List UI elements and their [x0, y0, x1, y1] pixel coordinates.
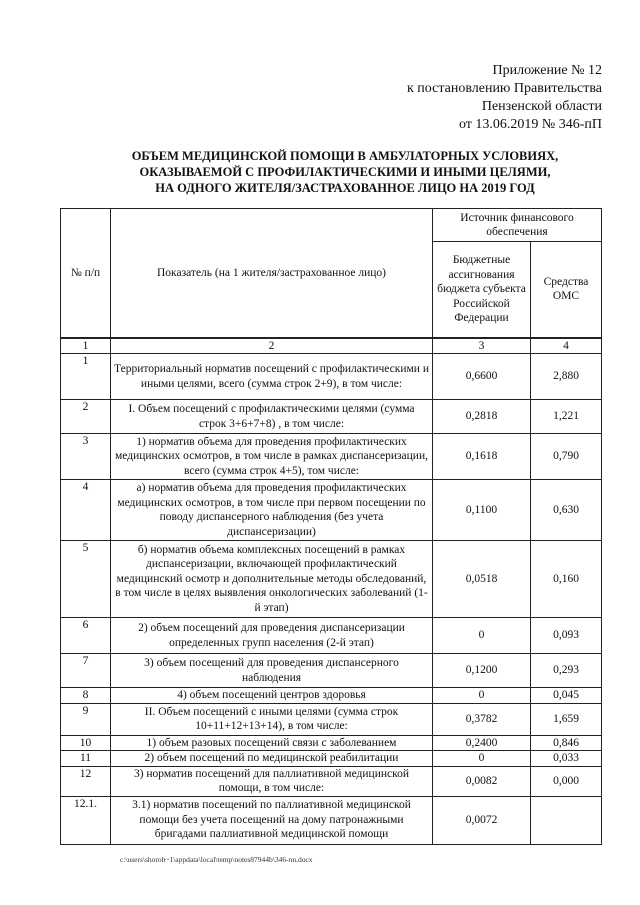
- table-row: [61, 434, 602, 480]
- row-oms-value: 0,033: [531, 751, 602, 767]
- row-oms-value: 0,630: [531, 480, 602, 541]
- row-oms-value: 0,293: [531, 654, 602, 688]
- col-number: 2: [111, 338, 433, 354]
- file-path-footer: c:\users\shoroh~1\appdata\local\temp\notes87944b\346-nn.docx: [120, 855, 313, 864]
- appendix-line: Пензенской области: [481, 99, 602, 114]
- row-indicator: 3.1) норматив посещений по паллиативной медицинской помощи без учета посещений на дому патронажными бригадами паллиативной медицинской помощи: [111, 796, 433, 844]
- header-indicator: Показатель (на 1 жителя/застрахованное лицо): [111, 209, 433, 338]
- row-oms-value: [531, 796, 602, 844]
- row-number: 7: [61, 654, 111, 688]
- appendix-line: от 13.06.2019 № 346-пП: [458, 117, 602, 132]
- row-number: 4: [61, 480, 111, 541]
- row-indicator: б) норматив объема комплексных посещений в рамках диспансеризации, включающей профилактический медицинский осмотр и дополнительные методы обследований, в том числе в целях выявления онкологических заболеваний (1-й этап): [111, 541, 433, 618]
- table-row: [61, 796, 602, 844]
- table-row: [61, 766, 602, 796]
- row-indicator: Территориальный норматив посещений с профилактическими и иными целями, всего (сумма строк 2+9), в том числе:: [111, 354, 433, 400]
- document-title: [90, 148, 600, 196]
- row-indicator: I. Объем посещений с профилактическими целями (сумма строк 3+6+7+8) , в том числе:: [111, 400, 433, 434]
- header-source: Источник финансового обеспечения: [433, 209, 602, 242]
- row-number: 8: [61, 688, 111, 704]
- row-number: 5: [61, 541, 111, 618]
- table-row: [61, 541, 602, 618]
- header-budget: Бюджетные ассигнования бюджета субъекта Российской Федерации: [433, 242, 531, 338]
- row-oms-value: 0,000: [531, 766, 602, 796]
- header-oms: Средства ОМС: [531, 242, 602, 338]
- row-budget-value: 0,6600: [433, 354, 531, 400]
- appendix-line: к постановлению Правительства: [406, 81, 602, 96]
- col-number: 3: [433, 338, 531, 354]
- row-budget-value: 0,0082: [433, 766, 531, 796]
- row-budget-value: 0,3782: [433, 703, 531, 735]
- table-row: [61, 688, 602, 704]
- row-number: 1: [61, 354, 111, 400]
- table-row: [61, 654, 602, 688]
- row-budget-value: 0,1618: [433, 434, 531, 480]
- row-number: 11: [61, 751, 111, 767]
- row-indicator: а) норматив объема для проведения профилактических медицинских осмотров, в том числе при первом посещении по поводу диспансерного наблюдения (без учета диспансеризации): [111, 480, 433, 541]
- row-indicator: 3) норматив посещений для паллиативной медицинской помощи, в том числе:: [111, 766, 433, 796]
- row-number: 6: [61, 618, 111, 654]
- row-indicator: 2) объем посещений по медицинской реабилитации: [111, 751, 433, 767]
- row-oms-value: 0,846: [531, 735, 602, 751]
- table-row: [61, 735, 602, 751]
- row-budget-value: 0,1200: [433, 654, 531, 688]
- row-budget-value: 0,0072: [433, 796, 531, 844]
- col-number: 4: [531, 338, 602, 354]
- row-oms-value: 0,160: [531, 541, 602, 618]
- table-row: [61, 618, 602, 654]
- row-oms-value: 2,880: [531, 354, 602, 400]
- row-budget-value: 0: [433, 688, 531, 704]
- row-indicator: 2) объем посещений для проведения диспансеризации определенных групп населения (2-й этап): [111, 618, 433, 654]
- title-line: ОБЪЕМ МЕДИЦИНСКОЙ ПОМОЩИ В АМБУЛАТОРНЫХ УСЛОВИЯХ,: [131, 149, 559, 163]
- row-number: 10: [61, 735, 111, 751]
- row-number: 12.1.: [61, 796, 111, 844]
- title-line: НА ОДНОГО ЖИТЕЛЯ/ЗАСТРАХОВАННОЕ ЛИЦО НА 2019 ГОД: [155, 181, 535, 195]
- appendix-line: Приложение № 12: [492, 63, 602, 78]
- appendix-header: [380, 62, 602, 134]
- row-indicator: 1) норматив объема для проведения профилактических медицинских осмотров, в том числе в рамках диспансеризации, всего (сумма строк 4+5), том числе:: [111, 434, 433, 480]
- table-row: [61, 400, 602, 434]
- table-row: [61, 480, 602, 541]
- row-number: 2: [61, 400, 111, 434]
- row-number: 9: [61, 703, 111, 735]
- table-row: [61, 354, 602, 400]
- row-budget-value: 0: [433, 751, 531, 767]
- row-indicator: 3) объем посещений для проведения диспансерного наблюдения: [111, 654, 433, 688]
- title-line: ОКАЗЫВАЕМОЙ С ПРОФИЛАКТИЧЕСКИМИ И ИНЫМИ ЦЕЛЯМИ,: [139, 165, 551, 179]
- row-number: 3: [61, 434, 111, 480]
- row-indicator: II. Объем посещений с иными целями (сумма строк 10+11+12+13+14), в том числе:: [111, 703, 433, 735]
- row-oms-value: 1,659: [531, 703, 602, 735]
- row-budget-value: 0: [433, 618, 531, 654]
- row-budget-value: 0,0518: [433, 541, 531, 618]
- row-number: 12: [61, 766, 111, 796]
- row-budget-value: 0,1100: [433, 480, 531, 541]
- row-oms-value: 0,093: [531, 618, 602, 654]
- row-indicator: 1) объем разовых посещений связи с заболеванием: [111, 735, 433, 751]
- header-num: № п/п: [61, 209, 111, 338]
- row-budget-value: 0,2818: [433, 400, 531, 434]
- row-oms-value: 0,045: [531, 688, 602, 704]
- table-row: [61, 751, 602, 767]
- table-row: [61, 703, 602, 735]
- row-budget-value: 0,2400: [433, 735, 531, 751]
- row-oms-value: 1,221: [531, 400, 602, 434]
- row-oms-value: 0,790: [531, 434, 602, 480]
- col-number: 1: [61, 338, 111, 354]
- row-indicator: 4) объем посещений центров здоровья: [111, 688, 433, 704]
- volume-table: [60, 208, 602, 845]
